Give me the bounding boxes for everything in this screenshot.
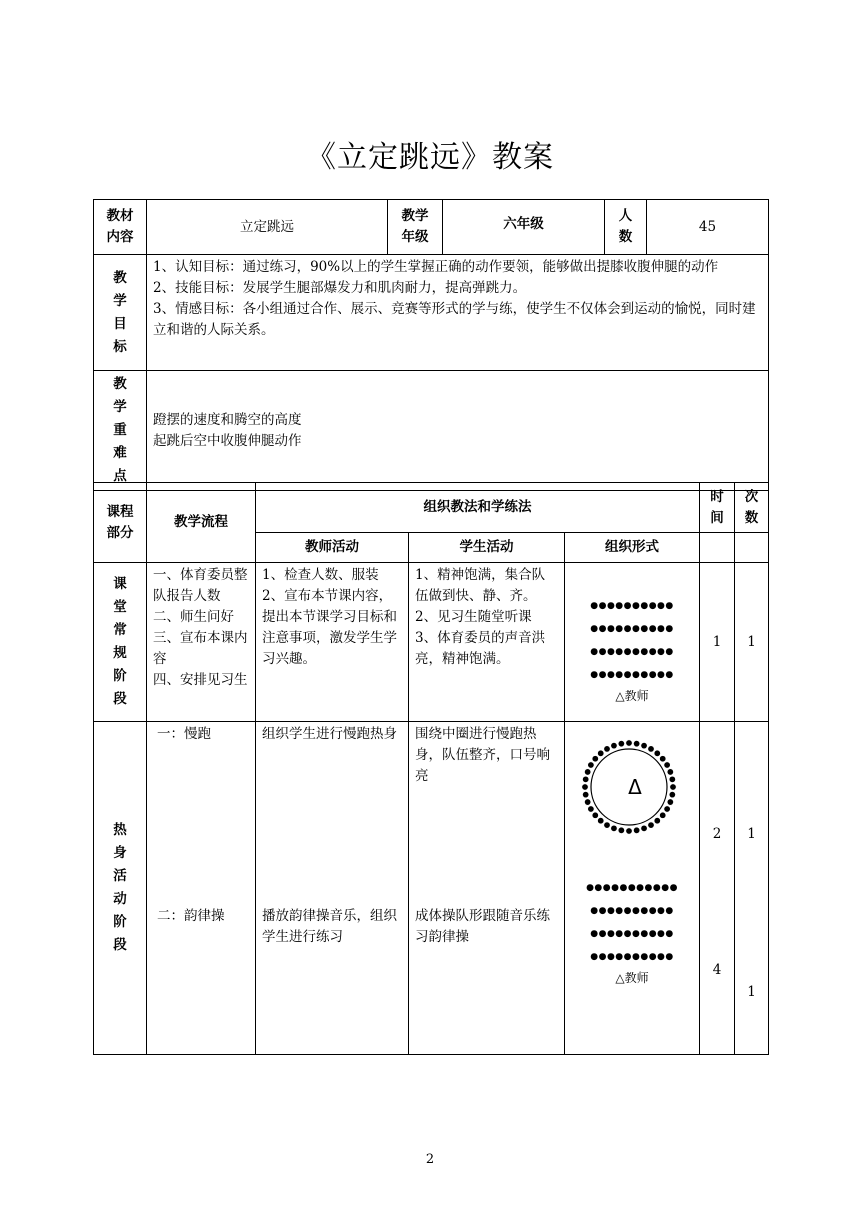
jog-circle-formation bbox=[580, 738, 678, 836]
runner-marker bbox=[670, 784, 676, 790]
section-routine-time: 1 bbox=[700, 563, 735, 722]
section-routine-reps: 1 bbox=[735, 563, 769, 722]
runner-marker bbox=[611, 742, 617, 748]
section-routine-label: 课 堂 常 规 阶 段 bbox=[94, 563, 147, 722]
section-warmup-label: 热 身 活 动 阶 段 bbox=[94, 722, 147, 1055]
runner-marker bbox=[667, 769, 673, 775]
runner-marker bbox=[641, 742, 647, 748]
runner-marker bbox=[604, 746, 610, 752]
page-number: 2 bbox=[425, 1152, 435, 1167]
reps-jog: 1 bbox=[747, 826, 756, 842]
formation-row: ●●●●●●●●●● bbox=[590, 670, 674, 680]
part-header: 课程 部分 bbox=[94, 483, 147, 563]
runner-marker bbox=[618, 827, 624, 833]
formation-row: ●●●●●●●●●● bbox=[590, 952, 674, 962]
runner-marker bbox=[592, 756, 598, 762]
section-warmup-time bbox=[700, 722, 735, 1055]
section-warmup-flow bbox=[147, 722, 256, 1055]
section-routine-student: 1、精神饱满，集合队伍做到快、静、齐。 2、见习生随堂听课 3、体育委员的声音洪亮，精神饱满。 bbox=[409, 563, 565, 722]
empty-cell bbox=[735, 533, 769, 563]
keypoint-2: 起跳后空中收腹伸腿动作 bbox=[153, 432, 302, 449]
runner-marker bbox=[598, 818, 604, 824]
runner-marker bbox=[669, 776, 675, 782]
formation-row: ●●●●●●●●●● bbox=[590, 601, 674, 611]
section-routine-flow: 一、体育委员整队报告人数 二、师生问好 三、宣布本课内容 四、安排见习生 bbox=[147, 563, 256, 722]
runner-marker bbox=[598, 750, 604, 756]
keypoints-label: 教 学 重 难 点 bbox=[94, 371, 147, 491]
runner-marker bbox=[604, 822, 610, 828]
flow-rhythm: 二：韵律操 bbox=[157, 908, 225, 924]
flow-jog: 一：慢跑 bbox=[157, 726, 211, 742]
runner-marker bbox=[626, 740, 632, 746]
teacher-marker: △教师 bbox=[615, 971, 649, 985]
grade-value: 六年级 bbox=[443, 200, 605, 255]
time-header: 时 间 bbox=[700, 483, 735, 533]
runner-marker bbox=[592, 812, 598, 818]
runner-marker bbox=[654, 818, 660, 824]
teacher-rhythm: 播放韵律操音乐，组织学生进行练习 bbox=[262, 908, 397, 945]
section-warmup-student bbox=[409, 722, 565, 1055]
reps-header: 次 数 bbox=[735, 483, 769, 533]
runner-marker bbox=[660, 756, 666, 762]
student-header: 学生活动 bbox=[409, 533, 565, 563]
teacher-marker: △教师 bbox=[615, 689, 649, 703]
section-routine-teacher: 1、检查人数、服装 2、宣布本节课内容，提出本节课学习目标和注意事项，激发学生学习兴趣。 bbox=[256, 563, 409, 722]
method-header: 组织教法和学练法 bbox=[256, 483, 700, 533]
content-label: 教材 内容 bbox=[94, 200, 147, 255]
runner-marker bbox=[611, 825, 617, 831]
runner-marker bbox=[626, 828, 632, 834]
section-warmup-teacher bbox=[256, 722, 409, 1055]
runner-marker bbox=[667, 799, 673, 805]
runner-marker bbox=[648, 822, 654, 828]
time-rhythm: 4 bbox=[712, 962, 722, 978]
formation-row: ●●●●●●●●●● bbox=[590, 906, 674, 916]
time-jog: 2 bbox=[712, 826, 722, 842]
runner-marker bbox=[584, 799, 590, 805]
empty-cell bbox=[700, 533, 735, 563]
runner-marker bbox=[584, 769, 590, 775]
runner-marker bbox=[582, 776, 588, 782]
section-warmup-formation bbox=[565, 722, 700, 1055]
keypoints-text bbox=[147, 371, 769, 491]
lesson-info-table bbox=[93, 199, 769, 491]
form-header: 组织形式 bbox=[565, 533, 700, 563]
runner-marker bbox=[648, 746, 654, 752]
goal-cognitive: 1、认知目标：通过练习，90%以上的学生掌握正确的动作要领，能够做出提膝收腹伸腿的动作 bbox=[153, 259, 719, 275]
teacher-jog: 组织学生进行慢跑热身 bbox=[262, 726, 397, 742]
content-value: 立定跳远 bbox=[147, 200, 388, 255]
goals-label: 教 学 目 标 bbox=[94, 255, 147, 371]
keypoint-1: 蹬摆的速度和腾空的高度 bbox=[153, 411, 302, 428]
rhythm-formation bbox=[565, 877, 699, 987]
formation-row: ●●●●●●●●●● bbox=[590, 929, 674, 939]
runner-marker bbox=[641, 825, 647, 831]
flow-header: 教学流程 bbox=[147, 483, 256, 563]
formation-row: ●●●●●●●●●●● bbox=[586, 883, 678, 893]
section-warmup-reps bbox=[735, 722, 769, 1055]
formation-row: ●●●●●●●●●● bbox=[590, 624, 674, 634]
reps-rhythm: 1 bbox=[747, 984, 756, 1000]
runner-marker bbox=[654, 750, 660, 756]
goal-affective: 3、情感目标：各小组通过合作、展示、竞赛等形式的学与练，使学生不仅体会到运动的愉悦，同时建立和谐的人际关系。 bbox=[153, 301, 756, 338]
count-value: 45 bbox=[647, 200, 769, 255]
procedure-table bbox=[93, 482, 769, 1055]
runner-marker bbox=[664, 806, 670, 812]
runner-marker bbox=[582, 784, 588, 790]
section-routine-formation bbox=[565, 563, 700, 722]
student-jog: 围绕中圈进行慢跑热身，队伍整齐，口号响亮 bbox=[415, 726, 550, 784]
formation-row: ●●●●●●●●●● bbox=[590, 647, 674, 657]
runner-marker bbox=[633, 740, 639, 746]
teacher-header: 教师活动 bbox=[256, 533, 409, 563]
document-title: 《立定跳远》教案 bbox=[306, 140, 554, 175]
teacher-marker: Δ bbox=[628, 775, 642, 799]
count-label: 人 数 bbox=[605, 200, 647, 255]
runner-marker bbox=[618, 740, 624, 746]
goal-skill: 2、技能目标：发展学生腿部爆发力和肌肉耐力，提高弹跳力。 bbox=[153, 280, 527, 296]
runner-marker bbox=[669, 791, 675, 797]
runner-marker bbox=[633, 827, 639, 833]
goals-text bbox=[147, 255, 769, 371]
runner-marker bbox=[582, 791, 588, 797]
runner-marker bbox=[664, 762, 670, 768]
runner-marker bbox=[588, 806, 594, 812]
runner-marker bbox=[588, 762, 594, 768]
runner-marker bbox=[660, 812, 666, 818]
student-rhythm: 成体操队形跟随音乐练习韵律操 bbox=[415, 908, 550, 945]
grade-label: 教学 年级 bbox=[388, 200, 443, 255]
